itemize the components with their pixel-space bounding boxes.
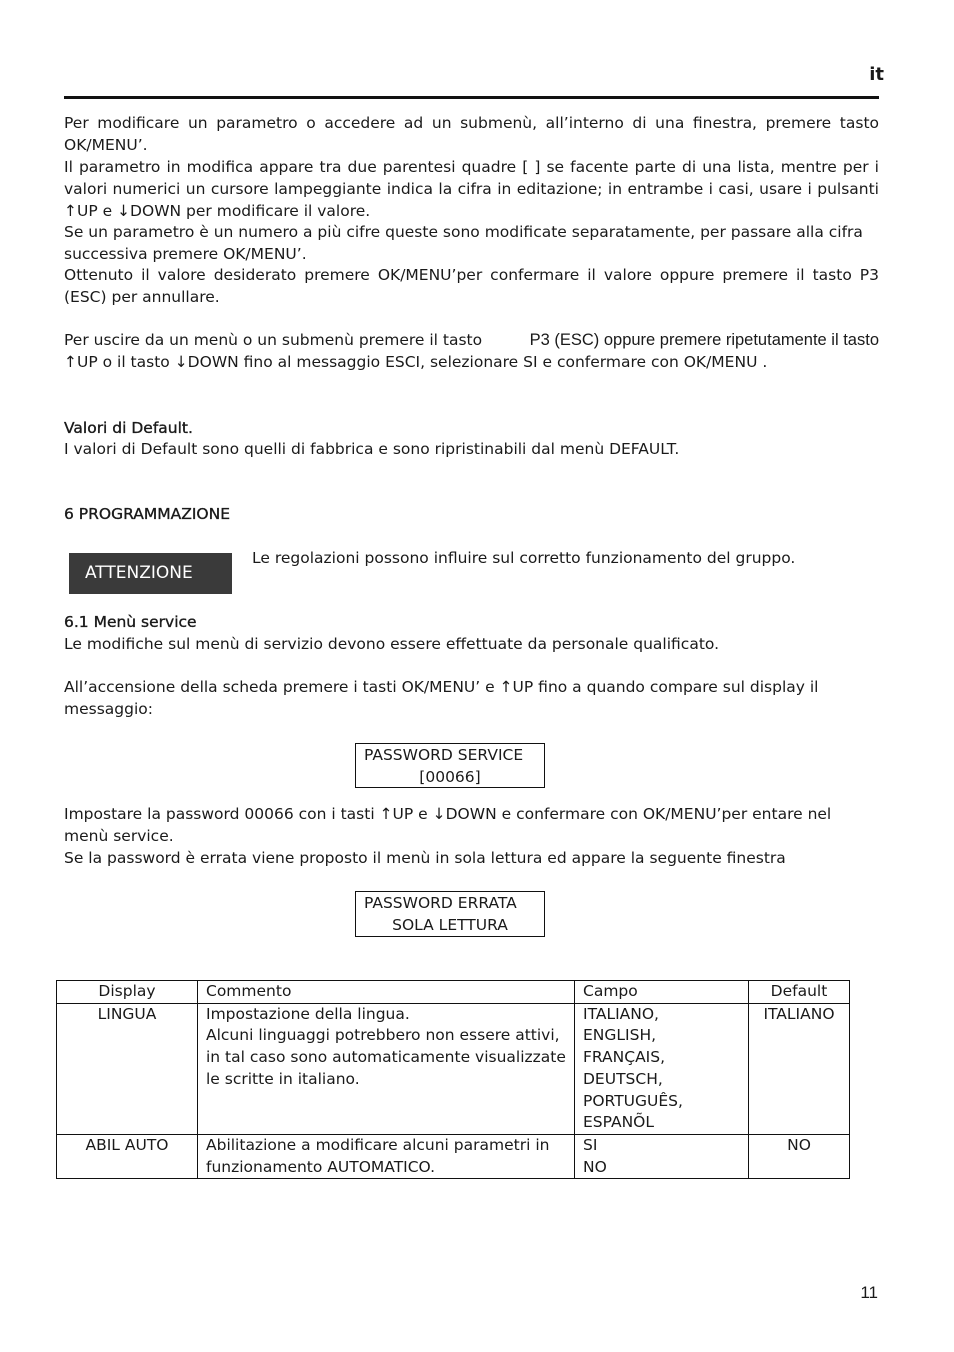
parameters-table — [56, 980, 850, 1179]
cell-commento: Abilitazione a modificare alcuni parametri in funzionamento AUTOMATICO. — [198, 1134, 575, 1178]
section-6-heading: 6 PROGRAMMAZIONE — [64, 505, 230, 523]
exit-text-esc: P3 (ESC) oppure premere ripetutamente il tasto — [529, 331, 879, 349]
cell-display: ABIL AUTO — [57, 1134, 198, 1178]
display-line-1: PASSWORD ERRATA — [364, 894, 517, 912]
display-line-2: [00066] — [419, 767, 481, 786]
cell-default: ITALIANO — [749, 1003, 850, 1134]
cell-default: NO — [749, 1134, 850, 1178]
display-password-errata — [355, 891, 545, 937]
table-header-row — [57, 981, 850, 1004]
display-line-1: PASSWORD SERVICE — [364, 746, 524, 764]
password-instructions: Impostare la password 00066 con i tasti ↑UP e ↓DOWN e confermare con OK/MENU’per entare nel menù service. — [64, 805, 832, 845]
cell-commento: Impostazione della lingua. Alcuni linguaggi potrebbero non essere attivi, in tal caso sono automaticamente visualizzate le scritte in italiano. — [198, 1003, 575, 1134]
exit-instructions — [64, 330, 879, 374]
exit-text-start: Per uscire da un menù o un submenù premere il tasto — [64, 331, 483, 349]
table-row — [57, 1003, 850, 1134]
page-number: 11 — [860, 1283, 878, 1302]
column-header-campo: Campo — [575, 981, 749, 1004]
column-header-commento: Commento — [198, 981, 575, 1004]
intro-paragraph-2: Il parametro in modifica appare tra due parentesi quadre [ ] se facente parte di una lista, mentre per i valori numerici un cursore lampeggiante indica la cifra in editazione; in entrambe i casi, usare i pulsanti ↑UP e ↓DOWN per modificare il valore. — [64, 158, 879, 220]
intro-paragraph-4: Ottenuto il valore desiderato premere OK/MENU’per confermare il valore oppure premere il tasto P3 (ESC) per annullare. — [64, 266, 879, 306]
column-header-display: Display — [57, 981, 198, 1004]
cell-display: LINGUA — [57, 1003, 198, 1134]
exit-text-end: ↑UP o il tasto ↓DOWN fino al messaggio ESCI, selezionare SI e confermare con OK/MENU . — [64, 352, 768, 371]
defaults-heading: Valori di Default. — [64, 419, 193, 437]
display-line-2: SOLA LETTURA — [392, 915, 508, 934]
column-header-default: Default — [749, 981, 850, 1004]
intro-paragraph-3: Se un parametro è un numero a più cifre queste sono modificate separatamente, per passare alla cifra successiva premere OK/MENU’. — [64, 223, 863, 263]
defaults-text: I valori di Default sono quelli di fabbrica e sono ripristinabili dal menù DEFAULT. — [64, 440, 680, 458]
warning-text: Le regolazioni possono influire sul corretto funzionamento del gruppo. — [252, 549, 796, 567]
wrong-password-text: Se la password è errata viene proposto il menù in sola lettura ed appare la seguente finestra — [64, 849, 786, 867]
display-password-service — [355, 743, 545, 788]
language-tag: it — [869, 64, 884, 85]
section-6-1-heading: 6.1 Menù service — [64, 613, 197, 631]
cell-campo: ITALIANO, ENGLISH, FRANÇAIS, DEUTSCH, PORTUGUÊS, ESPANÕL — [575, 1003, 749, 1134]
header-rule — [64, 96, 879, 99]
service-access-text: All’accensione della scheda premere i tasti OK/MENU’ e ↑UP fino a quando compare sul display il messaggio: — [64, 678, 819, 718]
cell-campo: SI NO — [575, 1134, 749, 1178]
intro-paragraph-1: Per modificare un parametro o accedere ad un submenù, all’interno di una finestra, premere tasto OK/MENU’. — [64, 114, 879, 154]
table-row — [57, 1134, 850, 1178]
service-note: Le modifiche sul menù di servizio devono essere effettuate da personale qualificato. — [64, 635, 720, 653]
warning-label: ATTENZIONE — [69, 553, 232, 594]
